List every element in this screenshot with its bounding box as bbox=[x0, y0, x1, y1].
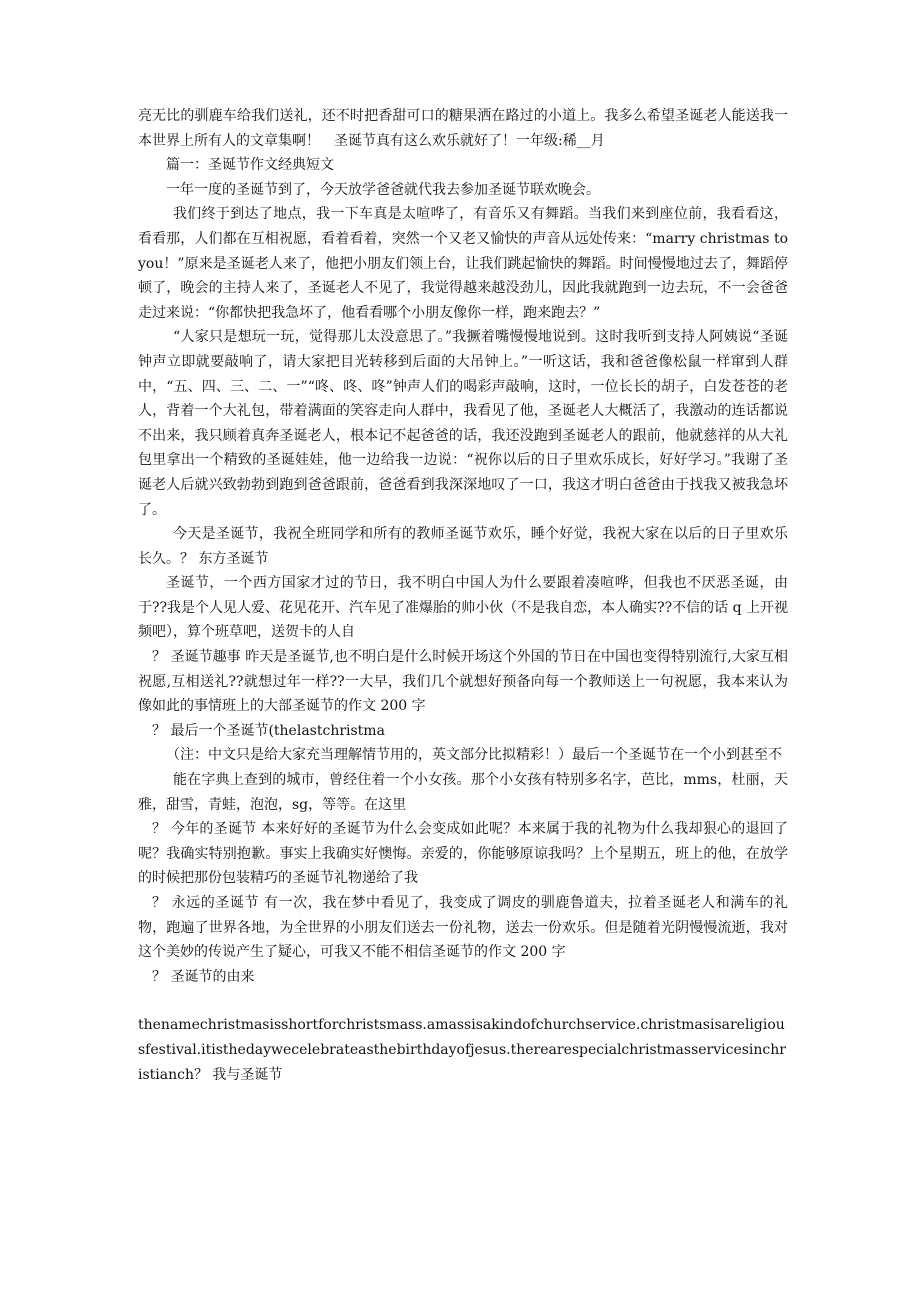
paragraph-last-christmas-note: （注：中文只是给大家充当理解情节用的，英文部分比拟精彩！）最后一个圣诞节在一个小到甚至不 bbox=[166, 747, 782, 764]
paragraph-christmas-fun: ？ 圣诞节趣事 昨天是圣诞节,也不明白是什么时候开场这个外国的节日在中国也变得特别流行,大家互相祝愿,互相送礼??就想过年一样??一大早，我们几个就想好预备向每一个教师送上一句祝愿，我本来认为像如此的事情班上的大部圣诞节的作文 200 字 bbox=[138, 649, 788, 715]
paragraph-intro: 亮无比的驯鹿车给我们送礼，还不时把香甜可口的糖果洒在路过的小道上。我多么希望圣诞老人能送我一本世界上所有人的文章集啊！ 圣诞节真有这么欢乐就好了！一年级:稀__月 bbox=[138, 108, 788, 149]
paragraph-opening: 一年一度的圣诞节到了，今天放学爸爸就代我去参加圣诞节联欢晚会。 bbox=[166, 181, 600, 198]
document-page bbox=[138, 104, 788, 1087]
paragraph-this-year: ？ 今年的圣诞节 本来好好的圣诞节为什么会变成如此呢？本来属于我的礼物为什么我却狠心的退回了呢？我确实特别抱歉。事实上我确实好懊悔。亲爱的，你能够原谅我吗？上个星期五，班上的他，在放学的时候把那份包装精巧的圣诞节礼物递给了我 bbox=[138, 821, 788, 887]
section-heading: 篇一：圣诞节作文经典短文 bbox=[166, 157, 334, 174]
blank-line bbox=[138, 989, 788, 1013]
paragraph-eastern-christmas: 圣诞节，一个西方国家才过的节日，我不明白中国人为什么要跟着凑喧哗，但我也不厌恶圣诞，由于??我是个人见人爱、花见花开、汽车见了准爆胎的帅小伙（不是我自恋，本人确实??不信的话 q 上开视频吧），算个班草吧，送贺卡的人自 bbox=[138, 575, 788, 641]
paragraph-arrival: 我们终于到达了地点，我一下车真是太喧哗了，有音乐又有舞蹈。当我们来到座位前，我看看这，看看那，人们都在互相祝愿，看着看着，突然一个又老又愉快的声音从远处传来：“marry christmas to you！”原来是圣诞老人来了，他把小朋友们领上台，让我们跳起愉快的舞蹈。时间慢慢地过去了，舞蹈停顿了，晚会的主持人来了，圣诞老人不见了，我觉得越来越没劲儿，因此我就跑到一边去玩，不一会爸爸走过来说：“你都快把我急坏了，他看看哪个小朋友像你一样，跑来跑去？” bbox=[138, 206, 788, 321]
paragraph-wishes: 今天是圣诞节，我祝全班同学和所有的教师圣诞节欢乐，睡个好觉，我祝大家在以后的日子里欢乐长久。？ 东方圣诞节 bbox=[138, 526, 788, 567]
paragraph-last-christmas-title: ？ 最后一个圣诞节(thelastchristma bbox=[152, 722, 385, 739]
paragraph-english-origin: thenamechristmasisshortforchristsmass.amassisakindofchurchservice.christmasisareligiousfestival.itisthedaywecelebrateasthebirthdayofjesus.therearespecialchristmasservicesinchristianch？ 我与圣诞节 bbox=[138, 1017, 786, 1083]
paragraph-forever-christmas: ？ 永远的圣诞节 有一次，我在梦中看见了，我变成了调皮的驯鹿鲁道夫，拉着圣诞老人和满车的礼物，跑遍了世界各地，为全世界的小朋友们送去一份礼物，送去一份欢乐。但是随着光阴慢慢流逝，我对这个美妙的传说产生了疑心，可我又不能不相信圣诞节的作文 200 字 bbox=[138, 895, 788, 961]
paragraph-santa: “人家只是想玩一玩，觉得那儿太没意思了。”我撅着嘴慢慢地说到。这时我听到支持人阿姨说“圣诞钟声立即就要敲响了，请大家把目光转移到后面的大吊钟上。”一听这话，我和爸爸像松鼠一样窜到人群中，“五、四、三、二、一”“咚、咚、咚”钟声人们的喝彩声敲响，这时，一位长长的胡子，白发苍苍的老人，背着一个大礼包，带着满面的笑容走向人群中，我看见了他，圣诞老人大概活了，我激动的连话都说不出来，我只顾着真奔圣诞老人，根本记不起爸爸的话，我还没跑到圣诞老人的跟前，他就慈祥的从大礼包里拿出一个精致的圣诞娃娃，他一边给我一边说：“祝你以后的日子里欢乐成长，好好学习。”我谢了圣诞老人后就兴致勃勃到跑到爸爸跟前，爸爸看到我深深地叹了一口，我这才明白爸爸由于找我又被我急坏了。 bbox=[138, 329, 788, 518]
paragraph-little-girl: 能在字典上查到的城市，曾经住着一个小女孩。那个小女孩有特别多名字，芭比，mms，杜丽，天雅，甜雪，青蛙，泡泡，sg，等等。在这里 bbox=[138, 772, 788, 813]
paragraph-origin-title: ？ 圣诞节的由来 bbox=[152, 968, 255, 985]
